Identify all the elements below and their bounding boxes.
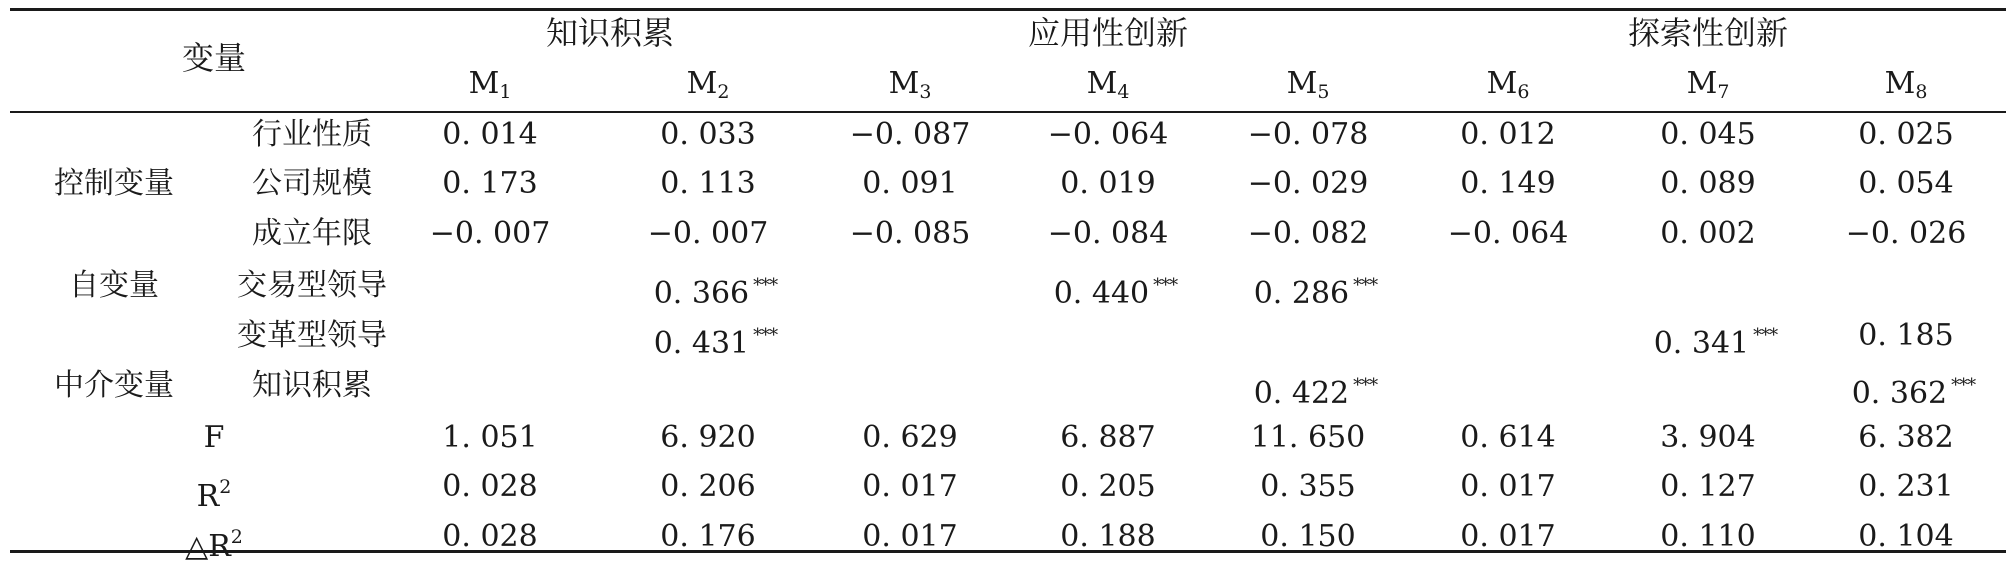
model-header [1687,64,1730,112]
table-cell [1054,266,1177,314]
stat-label-superscript: 2 [219,476,232,498]
stat-cell: 0. 110 [1660,519,1756,554]
stat-cell: 0. 028 [442,519,538,554]
category-mediator: 中介变量 [54,368,174,403]
model-header-letter: M [1086,66,1118,101]
stat-cell: 0. 231 [1858,469,1954,504]
stat-cell: 6. 920 [660,420,756,455]
stat-label-text: F [203,420,225,455]
significance-stars: *** [753,325,778,346]
cell-value: 0. 014 [442,117,538,152]
table-cell [1254,366,1377,414]
stat-cell: 6. 887 [1060,420,1156,455]
stat-cell: 1. 051 [442,420,538,455]
table-cell [1654,316,1777,364]
stat-cell: 0. 614 [1460,420,1556,455]
stat-cell: 0. 188 [1060,519,1156,554]
model-header-letter: M [1486,66,1518,101]
category-independent: 自变量 [69,268,159,303]
model-header-letter: M [1286,66,1318,101]
cell-value: 0. 286 [1253,276,1350,311]
stat-label-text: R [196,479,220,514]
row-label: 公司规模 [252,166,372,201]
top-rule [10,8,2006,11]
stat-cell: 0. 205 [1060,469,1156,504]
significance-stars: *** [753,275,778,296]
table-cell [1460,164,1555,204]
model-header-number: 6 [1517,81,1530,103]
table-cell [1852,366,1975,414]
cell-value: 0. 025 [1858,117,1954,152]
model-header [1287,64,1330,112]
cell-value: 0. 422 [1253,376,1350,411]
cell-value: 0. 113 [660,166,756,201]
row-label: 交易型领导 [237,268,387,303]
stat-cell: 0. 104 [1858,519,1954,554]
significance-stars: *** [1951,375,1976,396]
stat-cell: 0. 150 [1260,519,1356,554]
category-control: 控制变量 [54,166,174,201]
cell-value: 0. 341 [1653,326,1750,361]
significance-stars: *** [1753,325,1778,346]
table-cell [850,115,971,155]
model-header [687,64,730,112]
group-header-knowledge: 知识积累 [545,14,675,52]
stat-label-text: △R [185,529,231,564]
cell-value: 0. 045 [1660,117,1756,152]
cell-value: 0. 019 [1060,166,1156,201]
table-cell [660,164,755,204]
table-cell [1858,316,1953,356]
table-cell [654,266,777,314]
model-header-number: 5 [1317,81,1330,103]
model-header-letter: M [1686,66,1718,101]
model-header-letter: M [468,66,500,101]
group-header-applied: 应用性创新 [1027,14,1189,52]
model-header-number: 4 [1117,81,1130,103]
cell-value: −0. 082 [1247,216,1369,251]
table-cell [1060,164,1155,204]
variable-header: 变量 [181,39,247,77]
stat-cell: 0. 206 [660,469,756,504]
table-cell [1448,214,1569,254]
model-header [1885,64,1928,112]
model-header-number: 7 [1717,81,1730,103]
model-header-letter: M [1884,66,1916,101]
cell-value: 0. 440 [1053,276,1150,311]
stat-cell: 0. 176 [660,519,756,554]
stat-cell: 0. 017 [1460,519,1556,554]
cell-value: −0. 064 [1447,216,1569,251]
cell-value: 0. 431 [653,326,750,361]
cell-value: −0. 026 [1845,216,1967,251]
cell-value: −0. 084 [1047,216,1169,251]
cell-value: −0. 078 [1247,117,1369,152]
table-cell [850,214,971,254]
table-cell [1254,266,1377,314]
cell-value: 0. 089 [1660,166,1756,201]
cell-value: 0. 149 [1460,166,1556,201]
cell-value: −0. 064 [1047,117,1169,152]
model-header-letter: M [686,66,718,101]
table-cell [1846,214,1967,254]
model-header-number: 2 [717,81,730,103]
row-label: 变革型领导 [237,318,387,353]
table-cell [1248,115,1369,155]
cell-value: −0. 007 [647,216,769,251]
row-label: 知识积累 [252,368,372,403]
cell-value: −0. 029 [1247,166,1369,201]
cell-value: −0. 087 [849,117,971,152]
group-header-exploratory: 探索性创新 [1627,14,1789,52]
table-cell [1460,115,1555,155]
row-label: 行业性质 [252,117,372,152]
cell-value: 0. 185 [1858,318,1954,353]
model-header-number: 1 [499,81,512,103]
cell-value: 0. 362 [1851,376,1948,411]
table-cell [1048,115,1169,155]
model-header-letter: M [888,66,920,101]
cell-value: −0. 007 [429,216,551,251]
table-cell [648,214,769,254]
stat-cell: 0. 017 [862,519,958,554]
significance-stars: *** [1153,275,1178,296]
table-cell [1048,214,1169,254]
row-label: 成立年限 [252,216,372,251]
table-cell [1660,164,1755,204]
stat-cell: 6. 382 [1858,420,1954,455]
table-cell [660,115,755,155]
stat-cell: 0. 017 [1460,469,1556,504]
table-cell [442,164,537,204]
table-cell [1248,164,1369,204]
model-header [1087,64,1130,112]
cell-value: 0. 033 [660,117,756,152]
stat-cell: 3. 904 [1660,420,1756,455]
table-cell [1858,164,1953,204]
table-cell [1660,115,1755,155]
stat-label [204,418,225,458]
cell-value: 0. 012 [1460,117,1556,152]
stat-cell: 0. 028 [442,469,538,504]
model-header-number: 8 [1915,81,1928,103]
stat-cell: 0. 017 [862,469,958,504]
table-cell [442,115,537,155]
significance-stars: *** [1353,275,1378,296]
cell-value: 0. 091 [862,166,958,201]
model-header [1487,64,1530,112]
table-cell [654,316,777,364]
stat-label-superscript: 2 [230,526,243,548]
significance-stars: *** [1353,375,1378,396]
model-header [469,64,512,112]
stat-cell: 0. 355 [1260,469,1356,504]
stat-cell: 11. 650 [1250,420,1366,455]
cell-value: 0. 173 [442,166,538,201]
cell-value: −0. 085 [849,216,971,251]
model-header-number: 3 [919,81,932,103]
cell-value: 0. 002 [1660,216,1756,251]
table-cell [430,214,551,254]
cell-value: 0. 366 [653,276,750,311]
stat-cell: 0. 127 [1660,469,1756,504]
table-cell [1248,214,1369,254]
table-cell [1660,214,1755,254]
cell-value: 0. 054 [1858,166,1954,201]
model-header [889,64,932,112]
stat-label [197,467,232,517]
table-cell [862,164,957,204]
stat-cell: 0. 629 [862,420,958,455]
table-cell [1858,115,1953,155]
